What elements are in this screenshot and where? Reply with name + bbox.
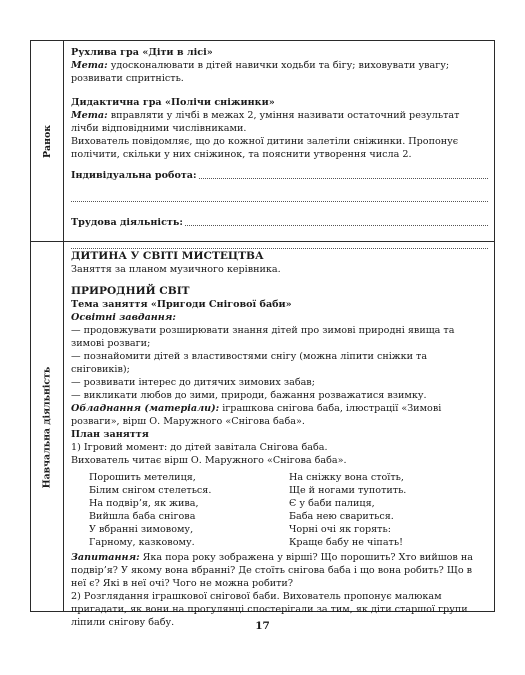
- morning-content: [71, 46, 488, 249]
- art-title: ДИТИНА У СВІТІ МИСТЕЦТВА: [71, 250, 264, 262]
- learning-label: Навчальна діяльність: [41, 366, 53, 488]
- game1-title: Рухлива гра «Діти в лісі»: [71, 47, 213, 58]
- equipment: Обладнання (матеріали): іграшкова снігова баба, ілюстрації «Зимові розваги», вірш О. Маружного «Снігова баба».: [71, 403, 442, 427]
- tasks-label: Освітні завдання:: [71, 312, 176, 323]
- learning-section-label: [31, 241, 63, 613]
- page-number: 17: [255, 620, 270, 632]
- topic: Тема заняття «Пригоди Снігової баби»: [71, 299, 292, 310]
- poem-line: Білим снігом стелеться. Ще й ногами тупотить.: [89, 485, 407, 496]
- labor-line: [71, 235, 488, 249]
- step1: 1) Ігровий момент: до дітей завітала Снігова баба.: [71, 442, 328, 453]
- labor-field: Трудова діяльність:: [71, 216, 488, 229]
- poem-line: На подвір’я, як жива, Є у баби палиця,: [89, 498, 375, 509]
- individual-work-field: Індивідуальна робота:: [71, 169, 488, 182]
- poem-line: Гарному, казковому. Краще бабу не чіпать!: [89, 537, 403, 548]
- step2-text: 2) Розглядання іграшкової снігової баби. Вихователь пропонує малюкам пригадати, як вони на прогулянці спостерігали за тим, як діти старшої групи ліпили снігову бабу.: [71, 591, 468, 628]
- column-divider: [63, 41, 64, 611]
- poem-line: У вбранні зимовому, Чорні очі як горять:: [89, 524, 391, 535]
- task-item: — розвивати інтерес до дитячих зимових забав;: [71, 377, 315, 388]
- game2-goal: Мета: вправляти у лічбі в межах 2, уміння називати остаточний результат лічби відповідними числівниками.: [71, 110, 460, 134]
- poem-line: Вийшла баба снігова Баба нею свариться.: [89, 511, 394, 522]
- game2-title: Дидактична гра «Полічи сніжинки»: [71, 97, 275, 108]
- questions: Запитання: Яка пора року зображена у вірші? Що порошить? Хто вийшов на подвір’я? У якому вона вбранні? Де стоїть снігова баба і що вона робить? Що в неї є? Які в неї очі? Чого не можна робити?: [71, 552, 473, 589]
- game1-goal: Мета: удосконалювати в дітей навички ходьби та бігу; виховувати увагу; розвивати спритність.: [71, 60, 450, 84]
- nature-title: ПРИРОДНИЙ СВІТ: [71, 285, 190, 297]
- task-item: — продовжувати розширювати знання дітей про зимові природні явища та зимові розваги;: [71, 325, 455, 349]
- plan-title: План заняття: [71, 429, 149, 440]
- game2-text: Вихователь повідомляє, що до кожної дитини залетіли сніжинки. Пропонує полічити, скільки у них сніжинок, та пояснити утворення числа 2.: [71, 136, 459, 160]
- learning-content: [71, 249, 488, 629]
- task-item: — познайомити дітей з властивостями снігу (можна ліпити сніжки та сніговиків);: [71, 351, 428, 375]
- poem-line: Порошить метелиця, На сніжку вона стоїть,: [89, 472, 404, 483]
- step1-text: Вихователь читає вірш О. Маружного «Снігова баба».: [71, 455, 347, 466]
- task-item: — викликати любов до зими, природи, бажання розважатися взимку.: [71, 390, 427, 401]
- art-text: Заняття за планом музичного керівника.: [71, 264, 281, 275]
- individual-work-line: [71, 188, 488, 202]
- morning-label: Ранок: [41, 124, 53, 158]
- morning-section-label: [31, 41, 63, 241]
